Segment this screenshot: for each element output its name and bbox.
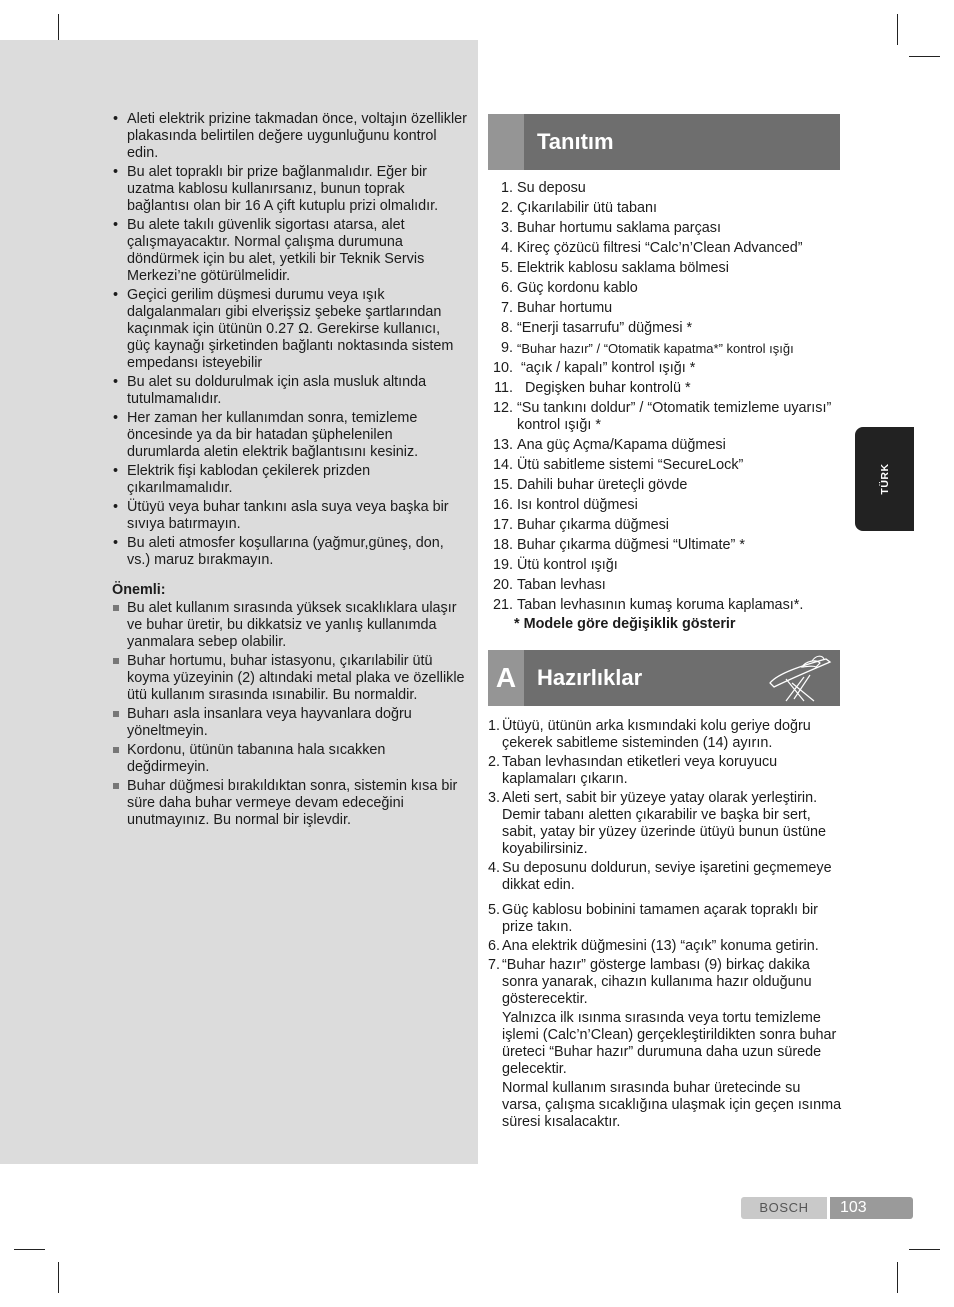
- part-number: 21.: [492, 597, 513, 613]
- safety-warning-item: • Her zaman her kullanımdan sonra, temizleme öncesinde ya da bir hatadan şüphelenilen durumlarda aletin elektrik bağlantısını kesiniz.: [112, 410, 467, 461]
- step-number: 6.: [488, 938, 501, 954]
- part-number: 8.: [500, 320, 513, 336]
- part-label: Dahili buhar üreteçli gövde: [517, 477, 688, 493]
- part-item: [486, 497, 838, 514]
- step-body: [502, 790, 843, 858]
- part-label: Isı kontrol düğmesi: [517, 497, 638, 513]
- prep-steps-list: [488, 718, 843, 1133]
- part-number: 9.: [500, 340, 513, 356]
- part-label: Ana güç Açma/Kapama düğmesi: [517, 437, 726, 453]
- part-item: [486, 537, 838, 554]
- part-number: 17.: [492, 517, 513, 533]
- safety-warning-item: • Geçici gerilim düşmesi durumu veya ışık dalgalanmaları gibi elverişsiz şebeke şartlarından kaçınmak için ütünün 0.27 Ω. Gerekirse kullanıcı, güç kaynağı şirketinden bağlantı noktasında sistem empedansı isteyebilir: [112, 287, 467, 372]
- crop-mark: [909, 1249, 940, 1250]
- step-number: 3.: [488, 790, 501, 806]
- part-item: [486, 320, 838, 337]
- step-body: [502, 902, 843, 936]
- part-label: Buhar hortumu: [517, 300, 613, 316]
- safety-warning-item: • Ütüyü veya buhar tankını asla suya veya başka bir sıvıya batırmayın.: [112, 499, 467, 533]
- important-note-item: Buhar hortumu, buhar istasyonu, çıkarılabilir ütü koyma yüzeyinin (2) altındaki metal plaka ve özellikle ütü kullanım sırasında ısınabilir. Bu normaldir.: [112, 653, 467, 704]
- safety-warnings-list: [112, 111, 467, 569]
- part-number: 14.: [492, 457, 513, 473]
- crop-mark: [14, 1249, 45, 1250]
- important-note-item: Buhar düğmesi bırakıldıktan sonra, sistemin kısa bir süre daha buhar vermeye devam edeceğini unutmayınız. Bu normal bir işlevdir.: [112, 778, 467, 829]
- part-label: “Su tankını doldur” / “Otomatik temizleme uyarısı” kontrol ışığı *: [517, 400, 836, 433]
- part-label: Buhar hortumu saklama parçası: [517, 220, 721, 236]
- part-number: 11.: [494, 380, 513, 396]
- part-item: [486, 597, 838, 614]
- prep-step: [488, 860, 843, 894]
- important-note-item: Bu alet kullanım sırasında yüksek sıcaklıklara ulaşır ve buhar üretir, bu dikkatsiz ve yanlış kullanımda yanmalara sebep olabilir.: [112, 600, 467, 651]
- crop-mark: [909, 56, 940, 57]
- step-number: 2.: [488, 754, 501, 770]
- part-label: Elektrik kablosu saklama bölmesi: [517, 260, 729, 276]
- step-text: Ütüyü, ütünün arka kısmındaki kolu geriye doğru çekerek sabitleme sisteminden (14) ayırın.: [502, 718, 811, 751]
- ironing-board-icon: [764, 653, 836, 705]
- step-text: Aleti sert, sabit bir yüzeye yatay olarak yerleştirin. Demir tabanı aletten çıkarabilir ve başka bir sert, sabit, yatay bir yüzey üzerinde ütüyü bunun üstüne koyabilirsiniz.: [502, 790, 826, 857]
- crop-mark: [897, 1262, 898, 1293]
- part-item: [486, 260, 838, 277]
- step-text: “Buhar hazır” gösterge lambası (9) birkaç dakika sonra yanarak, cihazın kullanıma hazır olduğunu gösterecektir.: [502, 957, 812, 1007]
- step-text: Normal kullanım sırasında buhar üretecinde su varsa, çalışma sıcaklığına ulaşmak için geçen ısınma süresi kısalacaktır.: [502, 1080, 842, 1130]
- part-number: 7.: [500, 300, 513, 316]
- important-note-item: Buharı asla insanlara veya hayvanlara doğru yöneltmeyin.: [112, 706, 467, 740]
- step-number: 7.: [488, 957, 501, 973]
- step-number: 1.: [488, 718, 501, 734]
- intro-title: Tanıtım: [537, 129, 614, 154]
- step-text: Güç kablosu bobinini tamamen açarak topraklı bir prize takın.: [502, 902, 818, 935]
- prep-step: [488, 718, 843, 752]
- safety-warning-item: • Aleti elektrik prizine takmadan önce, voltajın özellikler plakasında belirtilen değere uygunluğunu kontrol edin.: [112, 111, 467, 162]
- step-body: [502, 860, 843, 894]
- part-number: 10.: [492, 360, 513, 376]
- important-note-item: Kordonu, ütünün tabanına hala sıcakken değdirmeyin.: [112, 742, 467, 776]
- step-text: Taban levhasından etiketleri veya koruyucu kaplamaları çıkarın.: [502, 754, 778, 787]
- part-number: 16.: [492, 497, 513, 513]
- step-number: 4.: [488, 860, 501, 876]
- part-label: “açık / kapalı” kontrol ışığı *: [517, 360, 696, 376]
- safety-warning-item: • Bu alet topraklı bir prize bağlanmalıdır. Eğer bir uzatma kablosu kullanırsanız, bunun toprak bağlantısı olan bir 16 A çift kutuplu prizi olmalıdır.: [112, 164, 467, 215]
- part-label: Taban levhasının kumaş koruma kaplaması*.: [517, 597, 804, 613]
- part-label: Ütü sabitleme sistemi “SecureLock”: [517, 457, 744, 473]
- part-label: Su deposu: [517, 180, 586, 196]
- step-text: Ana elektrik düğmesini (13) “açık” konuma getirin.: [502, 938, 819, 954]
- step-number: 5.: [488, 902, 501, 918]
- prep-title: Hazırlıklar: [537, 665, 643, 690]
- part-number: 19.: [492, 557, 513, 573]
- part-label: Kireç çözücü filtresi “Calc’n’Clean Advanced”: [517, 240, 803, 256]
- part-label: “Enerji tasarrufu” düğmesi *: [517, 320, 693, 336]
- language-tab: [855, 427, 914, 531]
- prep-step: [488, 754, 843, 788]
- section-square: [488, 114, 524, 170]
- prep-step: [488, 938, 843, 955]
- part-item: [486, 437, 838, 454]
- step-body: [502, 754, 843, 788]
- part-item: [486, 220, 838, 237]
- part-number: 20.: [492, 577, 513, 593]
- part-label: “Buhar hazır” / “Otomatik kapatma*” kontrol ışığı: [517, 341, 794, 356]
- part-item: [486, 400, 838, 434]
- step-body: [502, 957, 843, 1131]
- part-number: 3.: [500, 220, 513, 236]
- prep-header: [488, 650, 840, 706]
- important-title: Önemli:: [112, 582, 166, 598]
- part-item: [486, 180, 838, 197]
- safety-column: [112, 111, 467, 831]
- section-letter: A: [488, 650, 524, 706]
- intro-header: [488, 114, 840, 170]
- part-item: [486, 360, 838, 377]
- part-number: 1.: [500, 180, 513, 196]
- important-notes-list: [112, 600, 467, 829]
- language-label: TÜRK: [878, 463, 891, 495]
- part-item: [486, 517, 838, 534]
- prep-step: [488, 902, 843, 936]
- prep-step: [488, 790, 843, 858]
- part-number: 4.: [500, 240, 513, 256]
- part-label: Ütü kontrol ışığı: [517, 557, 618, 573]
- part-item: [486, 577, 838, 594]
- part-number: 12.: [492, 400, 513, 416]
- part-item: [486, 477, 838, 494]
- part-label: Buhar çıkarma düğmesi: [517, 517, 669, 533]
- crop-mark: [58, 1262, 59, 1293]
- page-number: 103: [830, 1197, 913, 1219]
- safety-warning-item: • Bu alete takılı güvenlik sigortası atarsa, alet çalışmayacaktır. Normal çalışma durumuna döndürmek için bu alet, yetkili bir Teknik Servis Merkezi’ne götürülmelidir.: [112, 217, 467, 285]
- part-number: 6.: [500, 280, 513, 296]
- part-item: [486, 557, 838, 574]
- part-number: 5.: [500, 260, 513, 276]
- part-number: 2.: [500, 200, 513, 216]
- part-item: [486, 457, 838, 474]
- part-label: Güç kordonu kablo: [517, 280, 638, 296]
- safety-warning-item: • Elektrik fişi kablodan çekilerek prizden çıkarılmamalıdır.: [112, 463, 467, 497]
- part-number: 18.: [492, 537, 513, 553]
- part-item: [486, 300, 838, 317]
- step-text: Yalnızca ilk ısınma sırasında veya tortu temizleme işlemi (Calc’n’Clean) gerçekleştirildikten sonra buhar üreteci “Buhar hazır” durumuna daha uzun sürede gelecektir.: [502, 1010, 837, 1077]
- safety-warning-item: • Bu aleti atmosfer koşullarına (yağmur,güneş, don, vs.) maruz bırakmayın.: [112, 535, 467, 569]
- parts-list: [486, 180, 838, 617]
- part-label: Buhar çıkarma düğmesi “Ultimate” *: [517, 537, 745, 553]
- part-item: [486, 380, 838, 397]
- part-label: Çıkarılabilir ütü tabanı: [517, 200, 657, 216]
- prep-step: [488, 957, 843, 1131]
- part-label: Degişken buhar kontrolü *: [517, 380, 691, 396]
- part-number: 13.: [492, 437, 513, 453]
- safety-warning-item: • Bu alet su doldurulmak için asla musluk altında tutulmamalıdır.: [112, 374, 467, 408]
- part-item: [486, 280, 838, 297]
- part-number: 15.: [492, 477, 513, 493]
- step-body: [502, 718, 843, 752]
- footer-brand: BOSCH: [741, 1197, 827, 1219]
- part-label: Taban levhası: [517, 577, 606, 593]
- step-text: Su deposunu doldurun, seviye işaretini geçmemeye dikkat edin.: [502, 860, 832, 893]
- parts-footnote: * Modele göre değişiklik gösterir: [514, 616, 736, 632]
- part-item: [486, 200, 838, 217]
- part-item: [486, 240, 838, 257]
- part-item: [486, 340, 838, 357]
- step-body: [502, 938, 819, 955]
- crop-mark: [897, 14, 898, 45]
